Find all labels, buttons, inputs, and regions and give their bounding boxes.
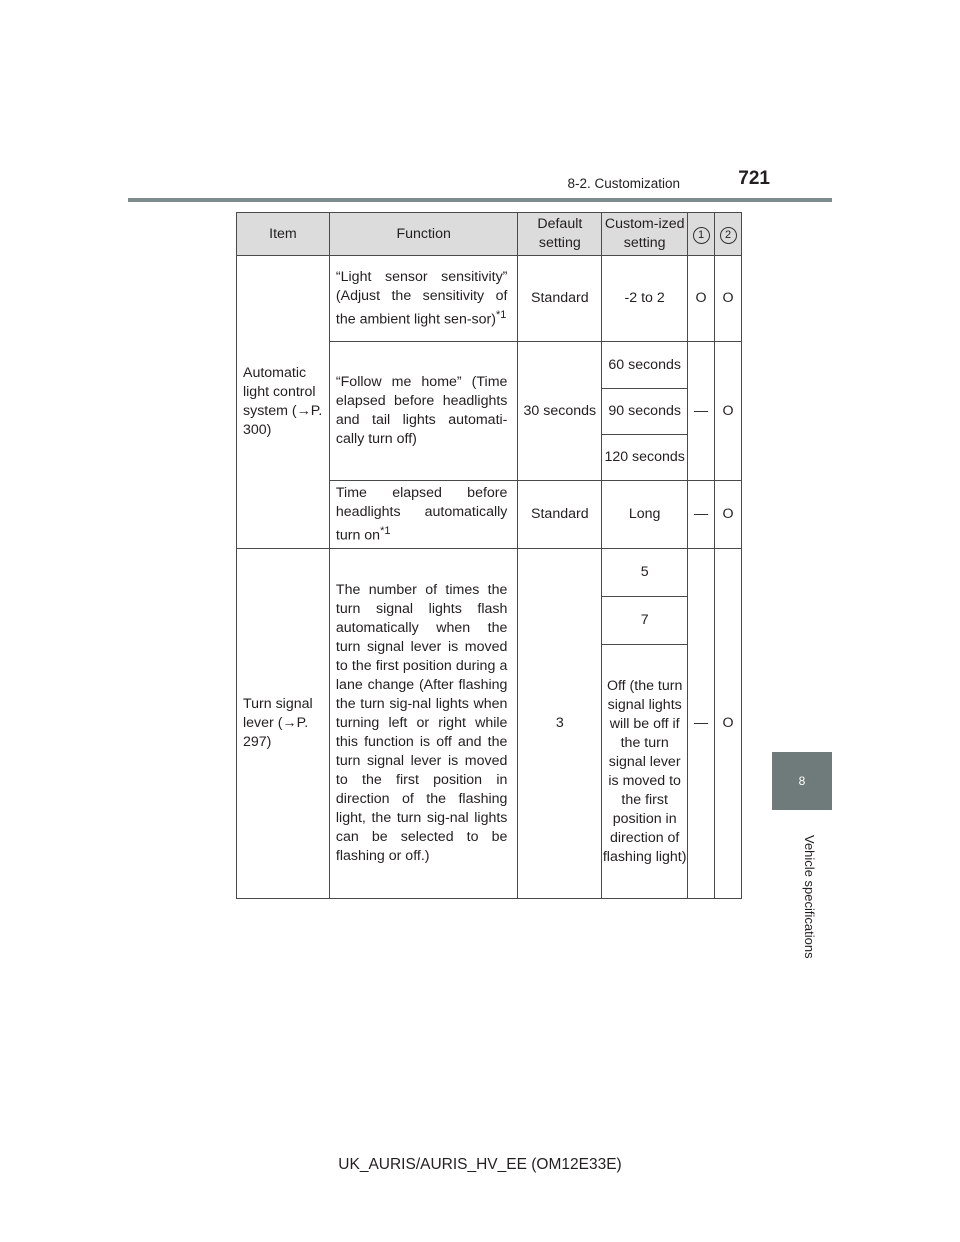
function-cell: The number of times the turn signal lights flash automatically when the turn signal lever is moved to the first position during a lane change (After flashing the turn sig-nal lights when turning left or right while this function is off and the turn signal lever is moved to the first position in direction of the flashing light, the turn sig-nal lights can be selected to be flashing or off.) — [329, 549, 518, 899]
mode2-cell: O — [715, 481, 742, 549]
circled-1: 1 — [693, 227, 710, 244]
mode2-cell: O — [715, 256, 742, 342]
function-sensitivity: “Light sensor sensitivity” (Adjust the sensitivity of the ambient light sen-sor) — [335, 268, 508, 328]
document-footer: UK_AURIS/AURIS_HV_EE (OM12E33E) — [338, 1156, 622, 1173]
function-cell — [329, 256, 518, 342]
mode2-cell: O — [715, 549, 742, 899]
circled-2: 2 — [720, 227, 737, 244]
customization-table — [236, 212, 742, 899]
function-cell — [329, 481, 518, 549]
default-cell: Standard — [518, 256, 602, 342]
page-number: 721 — [738, 168, 770, 189]
default-cell: 30 seconds — [518, 342, 602, 481]
mode1-cell: O — [688, 256, 715, 342]
table-row — [237, 256, 742, 342]
custom-cell: 120 seconds — [602, 435, 688, 481]
footnote-ref: *1 — [496, 308, 507, 321]
col-item-header: Item — [237, 213, 330, 256]
default-cell: 3 — [518, 549, 602, 899]
col-mode1-header — [688, 213, 715, 256]
footnote-ref: *1 — [380, 524, 391, 537]
function-time-on: Time elapsed before headlights automatically turn on — [335, 484, 508, 544]
custom-cell: Off (the turn signal lights will be off if the turn signal lever is moved to the first position in direction of flashing light) — [602, 645, 688, 899]
item-cell: Turn signal lever (→P. 297) — [237, 549, 330, 899]
col-default-header: Default setting — [518, 213, 602, 256]
default-cell: Standard — [518, 481, 602, 549]
function-cell: “Follow me home” (Time elapsed before headlights and tail lights automati-cally turn off) — [329, 342, 518, 481]
mode2-cell: O — [715, 342, 742, 481]
custom-cell: 5 — [602, 549, 688, 597]
chapter-tab — [772, 752, 832, 810]
col-custom-header: Custom-ized setting — [602, 213, 688, 256]
custom-cell: 60 seconds — [602, 342, 688, 389]
table-row — [237, 549, 742, 597]
header-rule — [128, 198, 832, 202]
chapter-label: Vehicle specifications — [802, 835, 817, 959]
custom-cell: 90 seconds — [602, 389, 688, 435]
section-title: 8-2. Customization — [567, 176, 680, 191]
mode1-cell: — — [688, 481, 715, 549]
custom-cell: Long — [602, 481, 688, 549]
col-function-header: Function — [329, 213, 518, 256]
custom-cell: -2 to 2 — [602, 256, 688, 342]
mode1-cell: — — [688, 342, 715, 481]
custom-cell: 7 — [602, 597, 688, 645]
col-mode2-header — [715, 213, 742, 256]
mode1-cell: — — [688, 549, 715, 899]
item-auto-light: Automatic light control system (→P. 300) — [243, 365, 323, 438]
chapter-number: 8 — [798, 774, 806, 788]
table-header-row — [237, 213, 742, 256]
item-cell — [237, 256, 330, 549]
